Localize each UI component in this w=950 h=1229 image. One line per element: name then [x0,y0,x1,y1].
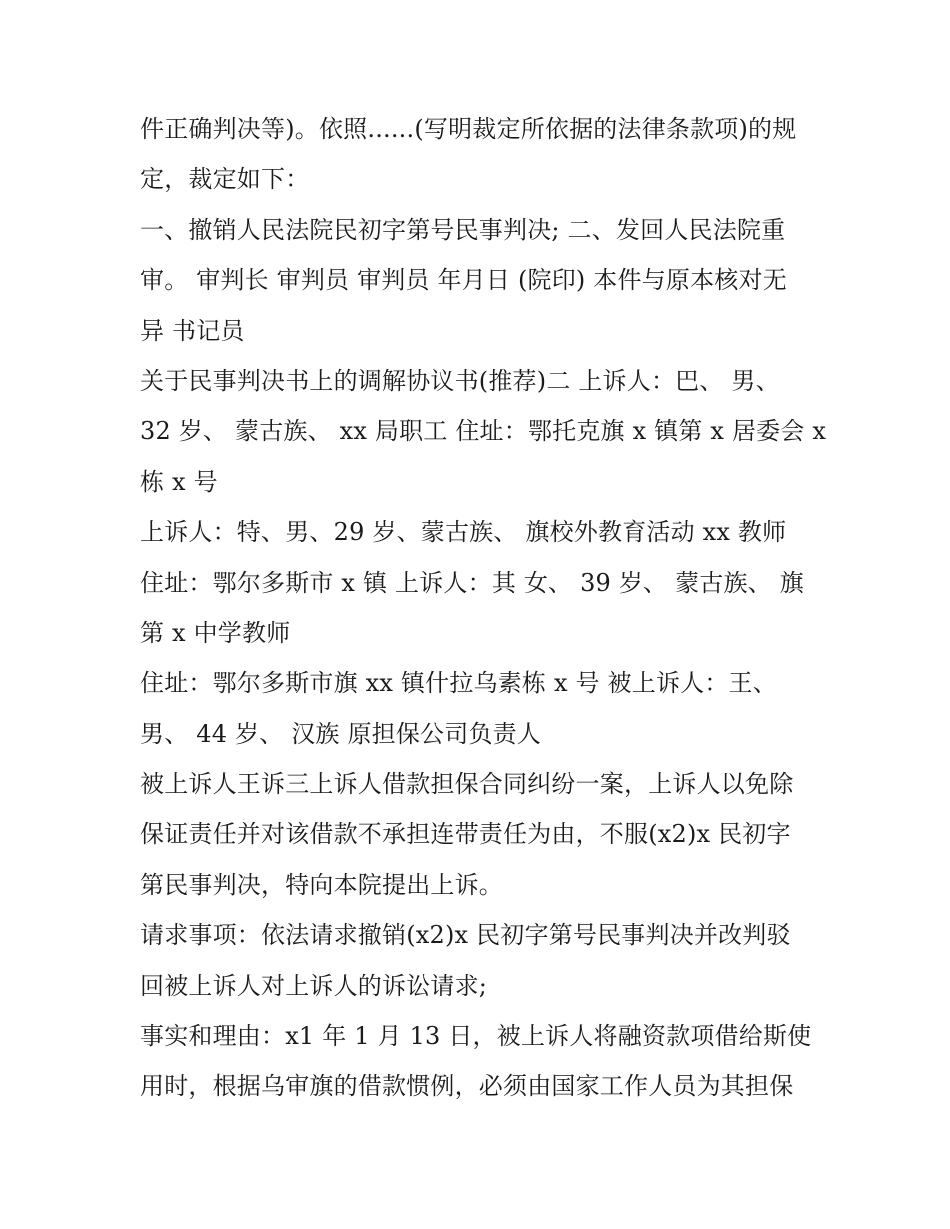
text-line: 上诉人：特、男、29 岁、蒙古族、 旗校外教育活动 xx 教师 [140,518,787,547]
text-line: 回被上诉人对上诉人的诉讼请求; [140,971,488,1000]
text-line: 被上诉人王诉三上诉人借款担保合同纠纷一案，上诉人以免除 [140,770,794,799]
text-line: 住址：鄂尔多斯市 x 镇 上诉人：其 女、 39 岁、 蒙古族、 旗 [140,568,804,597]
text-line: 件正确判决等)。依照......(写明裁定所依据的法律条款项)的规 [140,115,797,143]
text-line: 一、撤销人民法院民初字第号民事判决; 二、发回人民法院重 [140,215,786,244]
text-line: 第 x 中学教师 [140,618,291,647]
text-line: 事实和理由：x1 年 1 月 13 日，被上诉人将融资款项借给斯使 [140,1022,812,1051]
text-line: 定，裁定如下： [140,165,310,194]
text-line: 异 书记员 [140,316,245,345]
document-body [140,104,827,1112]
text-line: 第民事判决，特向本院提出上诉。 [140,870,503,899]
text-line: 审。 审判长 审判员 审判员 年月日 (院印) 本件与原本核对无 [140,266,787,295]
text-line: 32 岁、 蒙古族、 xx 局职工 住址：鄂托克旗 x 镇第 x 居委会 x [140,417,827,446]
text-line: 住址：鄂尔多斯市旗 xx 镇什拉乌素栋 x 号 被上诉人：王、 [140,669,777,698]
text-line: 关于民事判决书上的调解协议书(推荐)二 上诉人：巴、 男、 [140,366,780,395]
text-line: 用时，根据乌审旗的借款惯例，必须由国家工作人员为其担保 [140,1072,794,1101]
text-line: 栋 x 号 [140,467,218,496]
text-line: 保证责任并对该借款不承担连带责任为由，不服(x2)x 民初字 [140,820,791,849]
text-line: 男、 44 岁、 汉族 原担保公司负责人 [140,719,542,748]
text-line: 请求事项：依法请求撤销(x2)x 民初字第号民事判决并改判驳 [140,921,791,950]
